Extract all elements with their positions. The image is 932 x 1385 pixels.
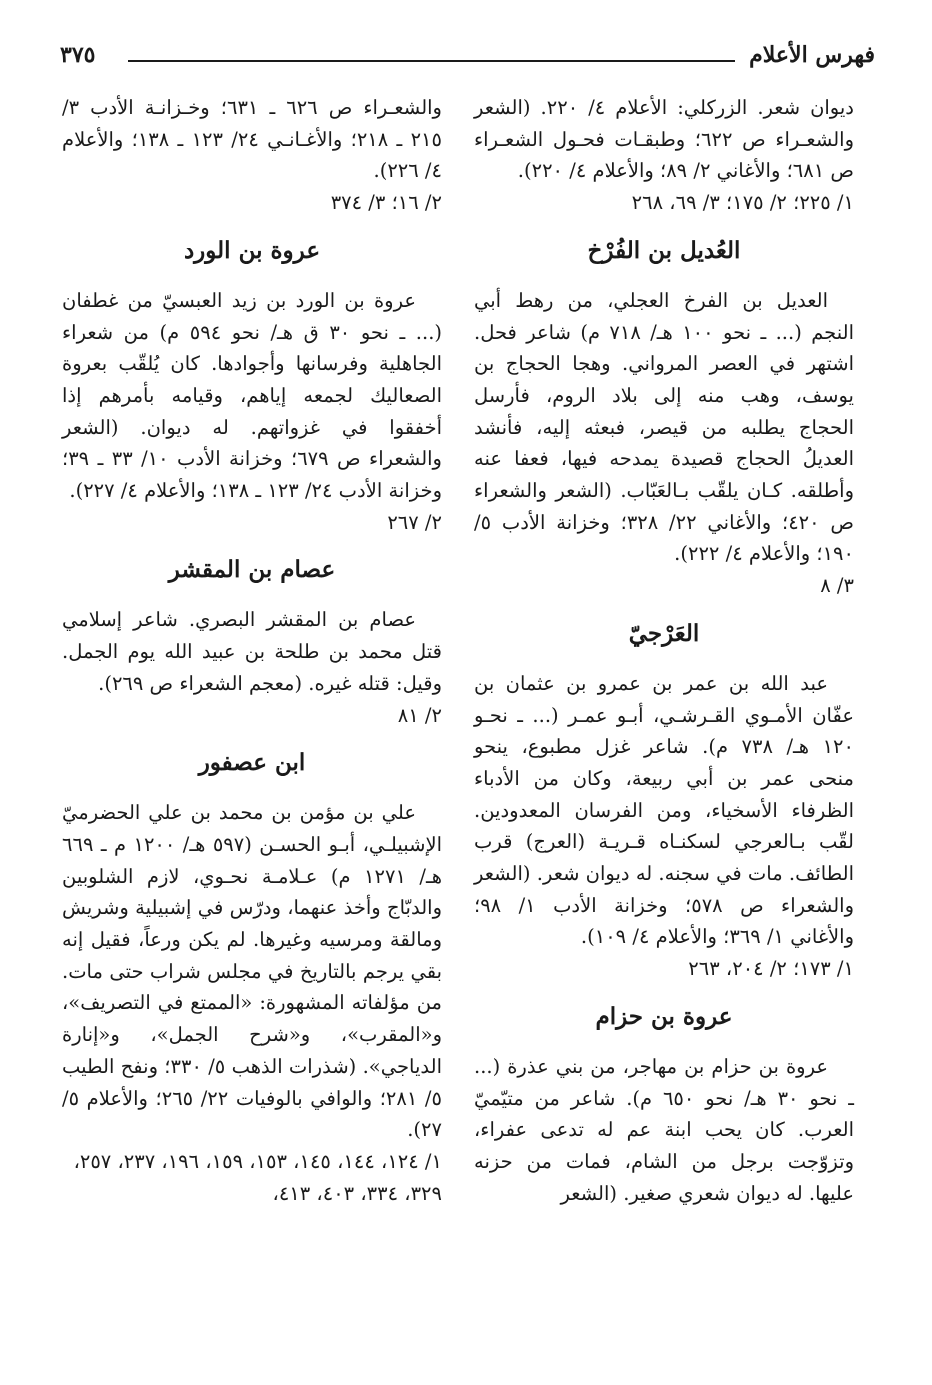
continued-entry-refs: ١/ ٢٢٥؛ ٢/ ١٧٥؛ ٣/ ٦٩، ٢٦٨ xyxy=(631,191,854,215)
continued-entry-refs: ٢/ ١٦؛ ٣/ ٣٧٤ xyxy=(330,191,442,215)
entry-text: علي بن مؤمن بن محمد بن علي الحضرميّ الإشبيلـي، أبـو الحسـن (٥٩٧ هـ/ ١٢٠٠ م ـ ٦٦٩ هـ/ ١٢٧١ م) عـلامـة نحـوي، لازم الشلوبين والدبّاج وأخذ عنهما، ودرّس في إشبيلية وشريش ومالقة ومرسيه وغيرها. لم يكن ورعاً، فقيل إنه بقي يرجم بالتاريخ في مجلس شراب حتى مات. من مؤلفاته المشهورة: «الممتع في التصريف»، و«المقرب»، و«شرح الجمل»، و«إنارة الدياجي». (شذرات الذهب ٥/ ٣٣٠؛ ونفح الطيب ٥/ ٢٨١؛ والوافي بالوفيات ٢٢/ ٢٦٥؛ والأعلام ٥/ ٢٧). xyxy=(62,801,442,1142)
continued-entry-text: ديوان شعر. الزركلي: الأعلام ٤/ ٢٢٠. (الشعر والشعـراء ص ٦٢٢؛ وطبقـات فحـول الشعـراء ص ٦٨١؛ والأغاني ٢/ ٨٩؛ والأعلام ٤/ ٢٢٠). xyxy=(474,96,854,183)
entry xyxy=(474,235,854,602)
entry-text: عروة بن الورد بن زيد العبسيّ من غطفان (... ـ نحو ٣٠ ق هـ/ نحو ٥٩٤ م) من شعراء الجاهلية وفرسانها وأجوادها. كان يُلقّب بعروة الصعاليك لجمعه إياهم، وقيامه بأمرهم إذا أخفقوا في غزواتهم. له ديوان. (الشعر والشعراء ص ٦٧٩؛ وخزانة الأدب ١٠/ ٣٣ ـ ٣٩؛ وخزانة الأدب ٢٤/ ١٢٣ ـ ١٣٨؛ والأعلام ٤/ ٢٢٧). xyxy=(62,288,442,503)
entry-refs: ٢/ ٢٦٧ xyxy=(387,510,442,534)
entry-text: العديل بن الفرخ العجلي، من رهط أبي النجم (... ـ نحو ١٠٠ هـ/ ٧١٨ م) شاعر فحل. اشتهر في العصر المرواني. وهجا الحجاج بن يوسف، وهب منه إلى بلاد الروم، فأرسل الحجاج يطلبه من قيصر، فبعثه إليه، فأنشد العديلُ الحجاج قصيدة يمدحه فيها، فعفا عنه وأطلقه. كـان يلقّب بـالعَبّاب. (الشعر والشعراء ص ٤٢٠؛ والأغاني ٢٢/ ٣٢٨؛ وخزانة الأدب ٥/ ١٩٠؛ والأعلام ٤/ ٢٢٢). xyxy=(474,288,855,566)
page-number: ٣٧٥ xyxy=(60,42,96,68)
entry-refs: ٣/ ٨ xyxy=(820,574,854,598)
entry-refs: ٢/ ٨١ xyxy=(397,703,442,727)
entry-heading: عروة بن الورد xyxy=(183,236,321,264)
entry xyxy=(62,747,442,1209)
continued-entry-text: والشعـراء ص ٦٢٦ ـ ٦٣١؛ وخـزانـة الأدب ٣/ ٢١٥ ـ ٢١٨؛ والأغـانـي ٢٤/ ١٢٣ ـ ١٣٨؛ والأعلام ٤/ ٢٢٦). xyxy=(62,96,442,183)
entry-heading: العُديل بن الفُرْخ xyxy=(587,236,741,264)
left-column xyxy=(62,92,442,1209)
header-rule xyxy=(128,60,735,62)
entry-heading: عصام بن المقشر xyxy=(168,556,336,584)
entry-refs: ١/ ١٧٣؛ ٢/ ٢٠٤، ٢٦٣ xyxy=(688,957,854,981)
header-title: فهرس الأعلام xyxy=(749,42,875,68)
entry xyxy=(62,554,442,731)
entry-refs: ١/ ١٢٤، ١٤٤، ١٤٥، ١٥٣، ١٥٩، ١٩٦، ٢٣٧، ٢٥٧، ٣٢٩، ٣٣٤، ٤٠٣، ٤١٣، xyxy=(73,1149,442,1205)
entry-text: عبد الله بن عمر بن عمرو بن عثمان بن عفّان الأمـوي القـرشـي، أبـو عمـر (... ـ نحـو ١٢٠ هـ/ ٧٣٨ م). شاعر غزل مطبوع، ينحو منحى عمر بن أبي ربيعة، وكان من الأدباء الظرفاء الأسخياء، ومن الفرسان المعدودين. لقّب بـالعرجي لسكنـاه قـريـة (العرج) قرب الطائف. مات في سجنه. له ديوان شعر. (الشعر والشعراء ص ٥٧٨؛ وخزانة الأدب ١/ ٩٨؛ والأغاني ١/ ٣٦٩؛ والأعلام ٤/ ١٠٩). xyxy=(474,671,854,949)
running-header xyxy=(60,38,875,72)
entry xyxy=(474,618,854,985)
entry-text: عصام بن المقشر البصري. شاعر إسلامي قتل محمد بن طلحة بن عبيد الله يوم الجمل. وقيل: قتله غيره. (معجم الشعراء ص ٢٦٩). xyxy=(62,608,442,695)
entry-heading: عروة بن حزام xyxy=(595,1002,733,1030)
entry xyxy=(474,1001,854,1210)
entry-text: عروة بن حزام بن مهاجر، من بني عذرة (... ـ نحو ٣٠ هـ/ نحو ٦٥٠ م). شاعر من متيّميّ العرب. كان يحب ابنة عم له تدعى عفراء، وتزوّجت برجل من الشام، فمات من حزنه عليها. له ديوان شعري صغير. (الشعر xyxy=(474,1054,854,1205)
entry-heading: ابن عصفور xyxy=(198,749,306,777)
right-column xyxy=(474,92,854,1209)
entry-heading: العَرْجيّ xyxy=(628,619,700,647)
entry xyxy=(62,235,442,539)
